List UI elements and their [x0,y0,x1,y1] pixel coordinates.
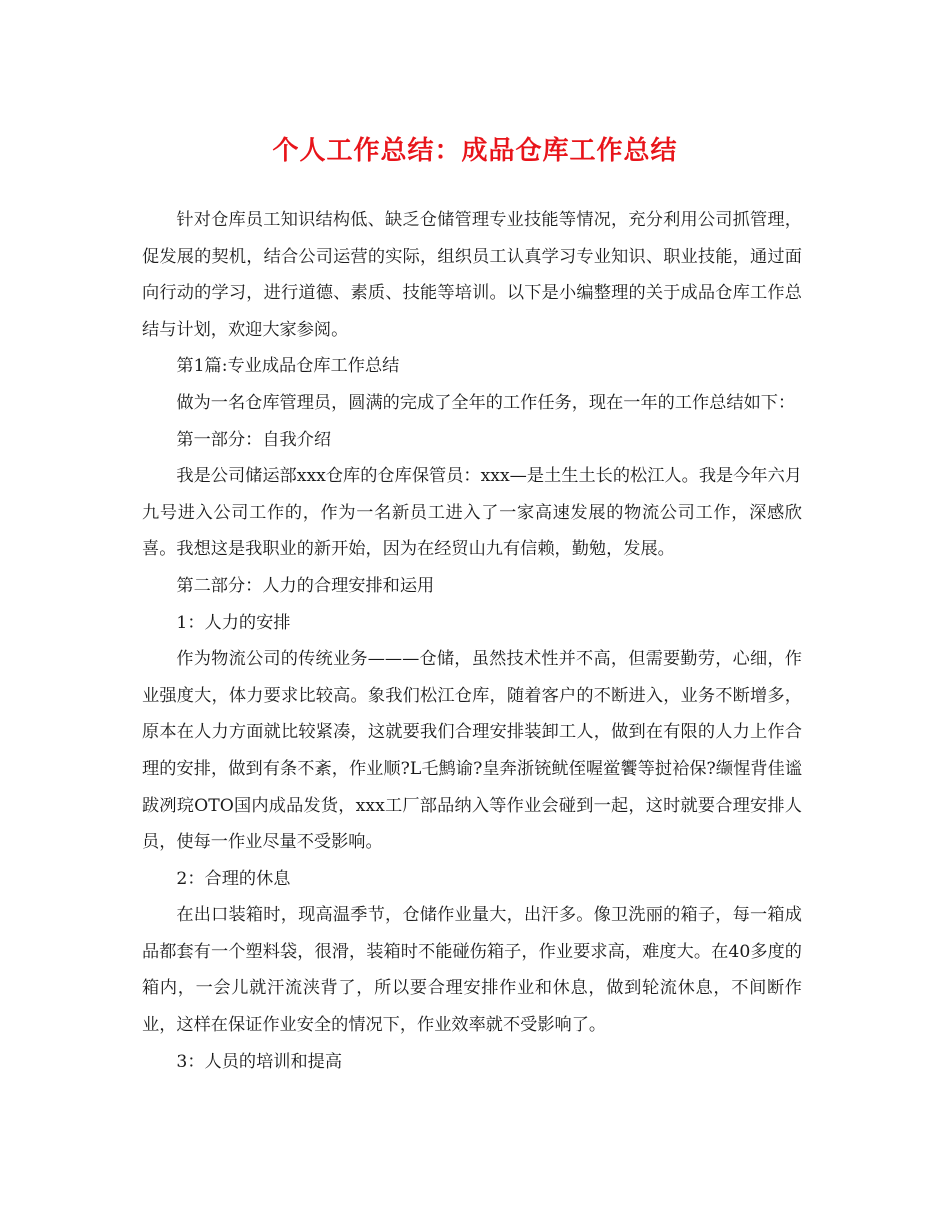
document-title: 个人工作总结：成品仓库工作总结 [272,136,678,166]
section3-heading: 3：人员的培训和提高 [176,1051,343,1072]
section2-paragraph: 在出口装箱时，现高温季节，仓储作业量大，出汗多。像卫洗丽的箱子，每一箱成品都套有一个塑料袋，很滑，装箱时不能碰伤箱子，作业要求高，难度大。在40多度的箱内，一会儿就汗流浃背了，所以要合理安排作业和休息，做到轮流休息，不间断作业，这样在保证作业安全的情况下，作业效率就不受影响了。 [142,905,802,1036]
chapter1-opening-paragraph: 做为一名仓库管理员，圆满的完成了全年的工作任务，现在一年的工作总结如下： [176,392,796,413]
part1-paragraph: 我是公司储运部xxx仓库的仓库保管员：xxx—是土生土长的松江人。我是今年六月九号进入公司工作的，作为一名新员工进入了一家高速发展的物流公司工作，深感欣喜。我想这是我职业的新开始，因为在经贸山九有信赖，勤勉，发展。 [142,466,802,560]
part2-heading: 第二部分：人力的合理安排和运用 [176,575,435,596]
section1-heading: 1：人力的安排 [176,612,291,633]
part1-heading: 第一部分：自我介绍 [176,429,332,450]
intro-paragraph: 针对仓库员工知识结构低、缺乏仓储管理专业技能等情况，充分利用公司抓管理，促发展的契机，结合公司运营的实际，组织员工认真学习专业知识、职业技能，通过面向行动的学习，进行道德、素质、技能等培训。以下是小编整理的关于成品仓库工作总结与计划，欢迎大家参阅。 [142,210,802,340]
section2-heading: 2：合理的休息 [176,868,291,889]
section1-paragraph: 作为物流公司的传统业务———仓储，虽然技术性并不高，但需要勤劳，心细，作业强度大，体力要求比较高。象我们松江仓库，随着客户的不断进入，业务不断增多，原本在人力方面就比较紧凑，这就要我们合理安排装卸工人，做到在有限的人力上作合理的安排，做到有条不紊，作业顺?L乇鹪谕?皇奔浙铳鱿侄喔鲎饗等挝袷保?缬惺背佳谧跋冽琓OTO国内成品发货，xxx工厂部品纳入等作业会碰到一起，这时就要合理安排人员，使每一作业尽量不受影响。 [142,649,802,853]
chapter1-heading: 第1篇:专业成品仓库工作总结 [176,356,400,377]
document-body [142,202,802,1080]
